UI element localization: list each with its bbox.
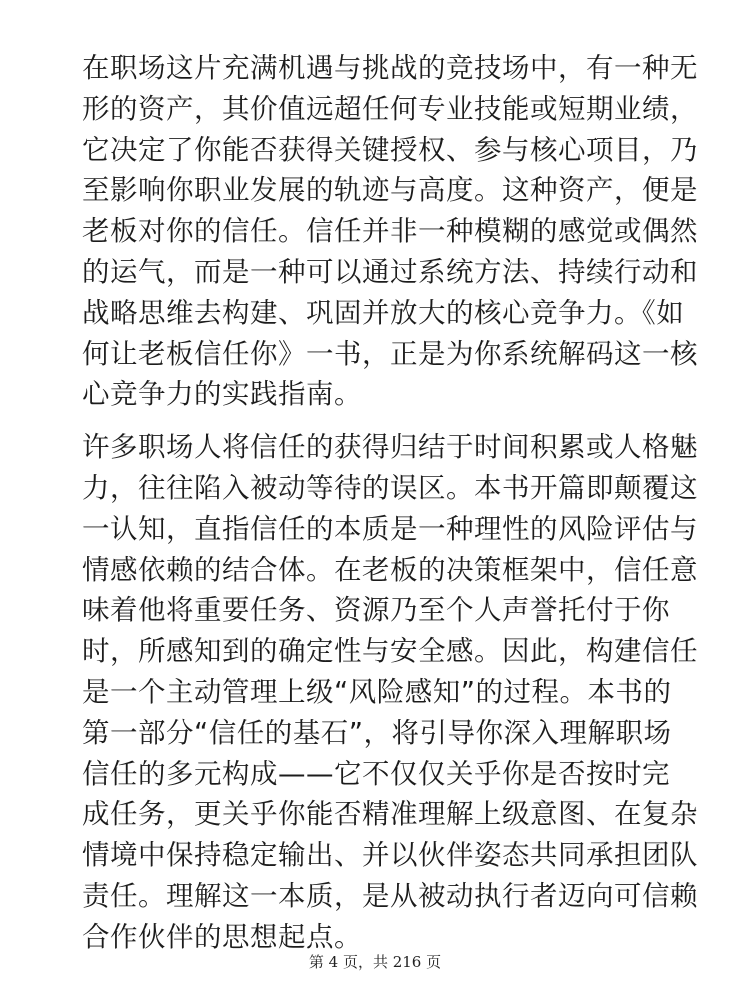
text-line: 许多职场人将信任的获得归结于时间积累或人格魅 bbox=[82, 431, 698, 464]
text-line: 第一部分“信任的基石”，将引导你深入理解职场 bbox=[82, 716, 672, 749]
text-line: 在职场这片充满机遇与挑战的竞技场中，有一种无 bbox=[82, 52, 698, 84]
page-number-footer: 第 4 页，共 216 页 bbox=[308, 953, 442, 971]
text-line: 是一个主动管理上级“风险感知”的过程。本书的 bbox=[82, 675, 672, 708]
text-line: 一认知，直指信任的本质是一种理性的风险评估与 bbox=[82, 512, 698, 545]
text-line: 形的资产，其价值远超任何专业技能或短期业绩， bbox=[82, 92, 698, 125]
text-line: 信任的多元构成——它不仅仅关乎你是否按时完 bbox=[82, 757, 670, 790]
text-line: 成任务，更关乎你能否精准理解上级意图、在复杂 bbox=[82, 798, 698, 831]
paragraph-1 bbox=[82, 48, 698, 415]
text-line: 责任。理解这一本质，是从被动执行者迈向可信赖 bbox=[82, 879, 698, 912]
text-line: 情境中保持稳定输出、并以伙伴姿态共同承担团队 bbox=[82, 839, 698, 872]
text-line: 的运气，而是一种可以通过系统方法、持续行动和 bbox=[82, 255, 698, 288]
text-line: 情感依赖的结合体。在老板的决策框架中，信任意 bbox=[82, 553, 698, 586]
text-line: 何让老板信任你》一书，正是为你系统解码这一核 bbox=[82, 337, 698, 370]
text-line: 合作伙伴的思想起点。 bbox=[82, 920, 362, 953]
text-line: 心竞争力的实践指南。 bbox=[82, 378, 362, 411]
text-line: 老板对你的信任。信任并非一种模糊的感觉或偶然 bbox=[82, 215, 698, 248]
text-line: 味着他将重要任务、资源乃至个人声誉托付于你 bbox=[82, 594, 670, 627]
body-text bbox=[82, 48, 698, 958]
paragraph-2 bbox=[82, 427, 698, 957]
text-line: 时，所感知到的确定性与安全感。因此，构建信任 bbox=[82, 635, 698, 668]
text-line: 至影响你职业发展的轨迹与高度。这种资产，便是 bbox=[82, 174, 698, 207]
text-line: 战略思维去构建、巩固并放大的核心竞争力。《如 bbox=[82, 296, 685, 329]
text-line: 它决定了你能否获得关键授权、参与核心项目，乃 bbox=[82, 133, 698, 166]
text-line: 力，往往陷入被动等待的误区。本书开篇即颠覆这 bbox=[82, 471, 698, 504]
